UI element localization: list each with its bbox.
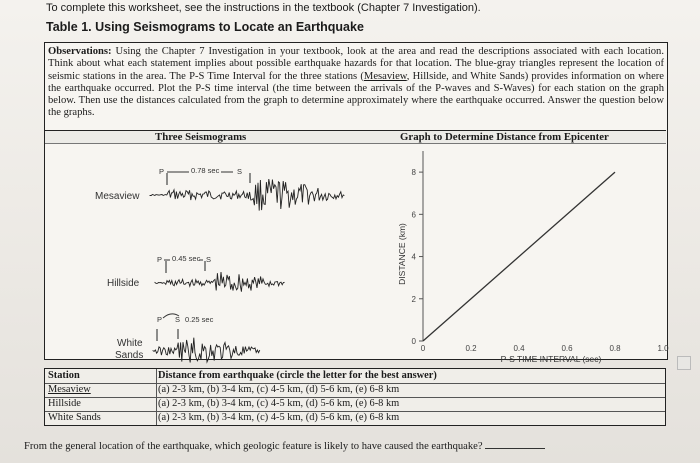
whitesands-trace [153, 338, 260, 363]
x-tick-label: 0.6 [561, 344, 573, 353]
station-whitesands-line2: Sands [115, 350, 144, 361]
mesaview-interval-label: 0.78 sec [191, 166, 220, 175]
x-tick-label: 0 [420, 344, 426, 353]
answer-station-hillside: Hillside [48, 398, 81, 409]
section-header-row [45, 130, 666, 144]
whitesands-interval-label: 0.25 sec [185, 315, 214, 324]
station-mesaview: Mesaview [95, 191, 140, 202]
mesaview-trace [150, 179, 344, 211]
answer-row-hillside [45, 398, 665, 410]
station-whitesands-line1: White [117, 338, 143, 349]
graph-header: Graph to Determine Distance from Epicenter [400, 131, 609, 143]
y-tick-label: 4 [411, 252, 416, 262]
observations-paragraph [48, 46, 664, 120]
x-tick-label: 0.4 [513, 344, 525, 353]
side-checkbox[interactable] [677, 356, 691, 370]
intro-text: To complete this worksheet, see the instructions in the textbook (Chapter 7 Investigation). [46, 2, 481, 14]
mesaview-s-label: S [237, 167, 243, 176]
answer-options-whitesands[interactable]: (a) 2-3 km, (b) 3-4 km, (c) 4-5 km, (d) 5-6 km, (e) 6-8 km [158, 412, 400, 423]
answer-options-hillside[interactable]: (a) 2-3 km, (b) 3-4 km, (c) 4-5 km, (d) 5-6 km, (e) 6-8 km [158, 398, 400, 409]
seismograms-header: Three Seismograms [155, 131, 247, 143]
series-line-distance [423, 172, 615, 341]
seismograms-panel [45, 145, 345, 361]
answer-blank[interactable] [485, 440, 545, 449]
station-column-header: Station [48, 370, 80, 381]
answer-row-whitesands [45, 412, 665, 424]
distance-chart [345, 145, 669, 364]
station-hillside: Hillside [107, 278, 140, 289]
answer-options-mesaview[interactable]: (a) 2-3 km, (b) 3-4 km, (c) 4-5 km, (d) 5-6 km, (e) 6-8 km [158, 384, 400, 395]
final-question [24, 440, 545, 452]
whitesands-p-label: P [157, 315, 163, 324]
y-tick-label: 8 [411, 168, 416, 178]
y-tick-label: 0 [411, 337, 416, 346]
answer-table [44, 368, 666, 426]
distance-column-header: Distance from earthquake (circle the letter for the best answer) [158, 370, 437, 381]
y-axis-label: DISTANCE (km) [397, 223, 407, 285]
hillside-trace [155, 272, 285, 292]
observations-text-b: , Hillside, and White Sands) provides information on where the earthquake occurred. Plot the P-S time interval (the time between the arrivals of the P-waves and S-Waves) for each station on the graph below. Then use the distances calculated from the graph to determine approximately where the earthquake occurred. Answer the question below the graphs. [48, 70, 665, 119]
mesaview-link-word: Mesaview [363, 70, 407, 82]
hillside-p-label: P [157, 255, 163, 264]
whitesands-s-label: S [175, 315, 181, 324]
answer-station-whitesands: White Sands [48, 412, 101, 423]
hillside-interval-label: 0.45 sec [172, 254, 201, 263]
observations-label: Observations: [48, 46, 112, 57]
x-tick-label: 1.0 [657, 344, 669, 353]
y-tick-label: 6 [411, 210, 416, 220]
x-tick-label: 0.8 [609, 344, 621, 353]
observations-text-a: Using the Chapter 7 Investigation in your textbook, look at the area and read the descriptions associated with each location. Think about what each statement implies about possible earthquake hazards for that location. The blue-gray triangles represent the location of seismic stations in the area. The P-S Time Interval for the three stations ( [48, 46, 665, 82]
answer-row-mesaview [45, 384, 665, 396]
y-tick-label: 2 [411, 294, 416, 304]
x-tick-label: 0.2 [465, 344, 477, 353]
final-question-text: From the general location of the earthquake, which geologic feature is likely to have caused the earthquake? [24, 441, 483, 452]
answer-station-mesaview: Mesaview [48, 384, 91, 395]
hillside-s-label: S [206, 255, 212, 264]
table-1-box [44, 42, 669, 364]
mesaview-p-label: P [159, 167, 165, 176]
x-axis-label: P-S TIME INTERVAL (sec) [500, 354, 602, 364]
seismogram-traces [45, 145, 345, 357]
answer-table-header-row [45, 370, 665, 382]
table-title: Table 1. Using Seismograms to Locate an Earthquake [46, 20, 364, 34]
